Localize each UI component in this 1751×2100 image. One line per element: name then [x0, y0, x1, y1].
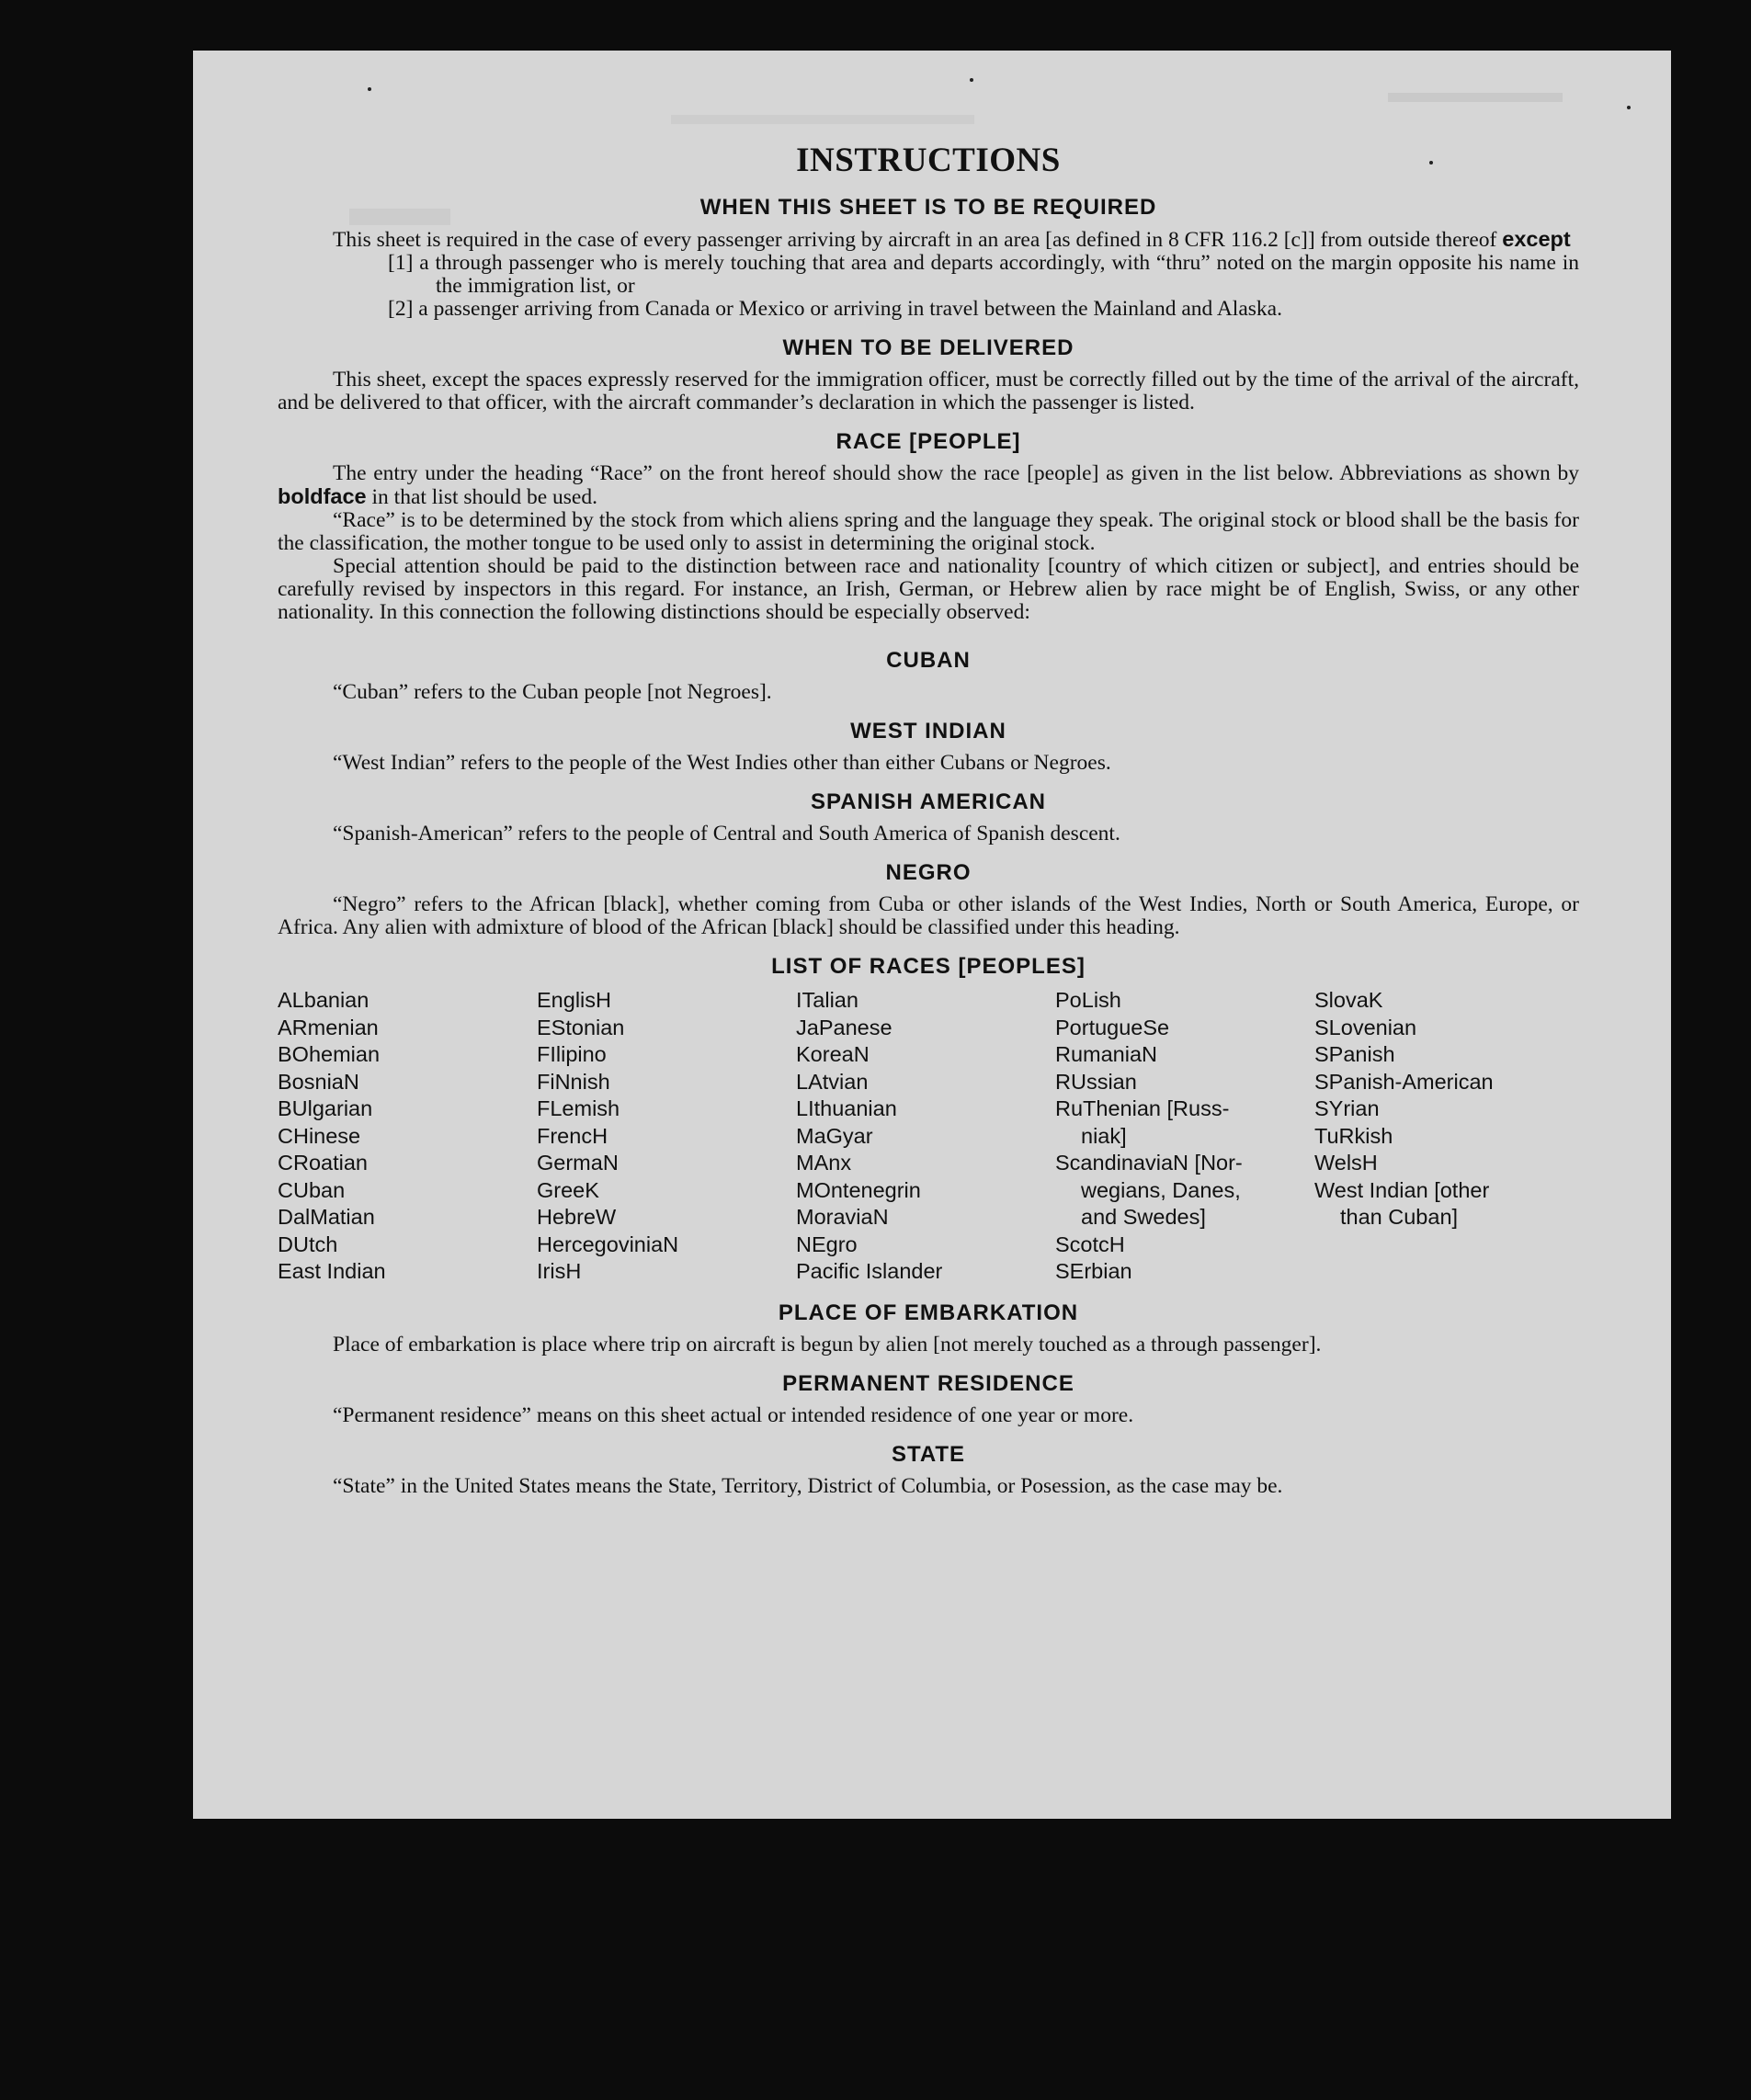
race-entry: SLovenian — [1314, 1015, 1417, 1039]
race-entry: Pacific Islander — [796, 1259, 943, 1283]
race-entry: HebreW — [537, 1205, 617, 1229]
section-heading-when-required: WHEN THIS SHEET IS TO BE REQUIRED — [699, 195, 1157, 220]
race-entry: WelsH — [1314, 1151, 1378, 1175]
bleed-through-mark — [349, 209, 450, 225]
races-column-5 — [1314, 987, 1574, 1286]
race-entry: MAnx — [796, 1151, 852, 1175]
race-entry: DalMatian — [278, 1205, 375, 1229]
race-entry: FiNnish — [537, 1069, 610, 1094]
section-heading-list-of-races: LIST OF RACES [PEOPLES] — [771, 954, 1086, 979]
race-entry: DUtch — [278, 1232, 338, 1256]
section-heading-race: RACE [PEOPLE] — [836, 429, 1021, 454]
race-entry: PortugueSe — [1055, 1015, 1170, 1039]
bleed-through-mark — [671, 115, 974, 124]
when-required-intro: This sheet is required in the case of every passenger arriving by aircraft in an area [as defined in 8 CFR 116.2 [c]] from outside thereof except — [333, 227, 1571, 252]
speck-mark — [368, 87, 371, 91]
section-heading-when-delivered: WHEN TO BE DELIVERED — [782, 335, 1074, 360]
races-column-1 — [278, 987, 537, 1286]
race-entry: BosniaN — [278, 1069, 359, 1094]
race-entry: RuThenian [Russ- — [1055, 1096, 1230, 1120]
race-entry: ITalian — [796, 988, 858, 1012]
race-entry: JaPanese — [796, 1015, 893, 1039]
section-heading-embarkation: PLACE OF EMBARKATION — [778, 1300, 1079, 1325]
except-bold: except — [1502, 227, 1571, 251]
races-column-3 — [796, 987, 1055, 1286]
section-heading-permanent-residence: PERMANENT RESIDENCE — [782, 1370, 1074, 1396]
when-delivered-text: This sheet, except the spaces expressly reserved for the immigration officer, must be correctly filled out by the time of the arrival of the aircraft, and be delivered to that officer, with the aircraft commander’s declaration in which the passenger is listed. — [278, 368, 1579, 414]
permanent-residence-text: “Permanent residence” means on this sheet actual or intended residence of one year or more. — [333, 1402, 1134, 1427]
race-entry: IrisH — [537, 1259, 582, 1283]
race-entry: CUban — [278, 1177, 346, 1202]
boldface-word: boldface — [278, 484, 367, 508]
race-entry: CRoatian — [278, 1151, 368, 1175]
race-entry: SlovaK — [1314, 988, 1383, 1012]
race-paragraph-1: The entry under the heading “Race” on the front hereof should show the race [people] as given in the list below. Abbreviations as shown by boldface in that list should be used. — [278, 461, 1579, 509]
speck-mark — [970, 78, 973, 82]
document-sheet — [193, 51, 1671, 1819]
race-entry: ARmenian — [278, 1015, 379, 1039]
race-entry: FIlipino — [537, 1042, 607, 1066]
cuban-text: “Cuban” refers to the Cuban people [not Negroes]. — [333, 680, 772, 704]
spanish-american-text: “Spanish-American” refers to the people of Central and South America of Spanish descent. — [333, 822, 1120, 846]
race-entry: TuRkish — [1314, 1123, 1393, 1148]
race-entry: EnglisH — [537, 988, 611, 1012]
race-entry: GermaN — [537, 1151, 619, 1175]
race-entry: FrencH — [537, 1123, 608, 1148]
state-text: “State” in the United States means the State, Territory, District of Columbia, or Posession, as the case may be. — [333, 1473, 1283, 1498]
embarkation-text: Place of embarkation is place where trip on aircraft is begun by alien [not merely touched as a through passenger]. — [333, 1332, 1322, 1356]
race-entry: BUlgarian — [278, 1096, 373, 1120]
race-paragraph-2: “Race” is to be determined by the stock from which aliens spring and the language they speak. The original stock or blood shall be the basis for the classification, the mother tongue to be used only to assist in determining the original stock. — [278, 508, 1579, 555]
race-entry: NEgro — [796, 1232, 858, 1256]
race-entry: SYrian — [1314, 1096, 1380, 1120]
races-list — [278, 987, 1579, 1286]
exception-item-1: [1] a through passenger who is merely touching that area and departs accordingly, with “thru” noted on the margin opposite his name in the immigration list, or — [388, 251, 1579, 298]
race-entry: CHinese — [278, 1123, 361, 1148]
speck-mark — [1627, 106, 1631, 109]
races-column-2 — [537, 987, 796, 1286]
race-entry: ScotcH — [1055, 1232, 1125, 1256]
race-entry: MoraviaN — [796, 1205, 889, 1229]
race-entry: MOntenegrin — [796, 1177, 921, 1202]
exception-item-2: [2] a passenger arriving from Canada or Mexico or arriving in travel between the Mainland and Alaska. — [388, 297, 1282, 321]
page-title: INSTRUCTIONS — [796, 142, 1061, 179]
race-entry: EStonian — [537, 1015, 625, 1039]
race-entry: RUssian — [1055, 1069, 1137, 1094]
bleed-through-mark — [1388, 93, 1563, 102]
race-entry-continued: and Swedes] — [1081, 1205, 1206, 1229]
race-entry: ALbanian — [278, 988, 370, 1012]
negro-text: “Negro” refers to the African [black], whether coming from Cuba or other islands of the West Indies, North or South America, Europe, or Africa. Any alien with admixture of blood of the African [black] should be classified under this heading. — [278, 892, 1579, 939]
race-entry: FLemish — [537, 1096, 620, 1120]
section-heading-state: STATE — [891, 1441, 966, 1467]
race-paragraph-3: Special attention should be paid to the distinction between race and nationality [country of which citizen or subject], and entries should be carefully revised by inspectors in this regard. For instance, an Irish, German, or Hebrew alien by race might be of English, Swiss, or any other nationality. In this connection the following distinctions should be especially observed: — [278, 554, 1579, 624]
race-entry-continued: wegians, Danes, — [1081, 1177, 1241, 1202]
race-entry: SPanish-American — [1314, 1069, 1494, 1094]
section-heading-west-indian: WEST INDIAN — [850, 719, 1006, 744]
race-entry: SErbian — [1055, 1259, 1132, 1283]
race-entry-continued: than Cuban] — [1340, 1205, 1459, 1229]
race-entry: MaGyar — [796, 1123, 873, 1148]
race-entry: ScandinaviaN [Nor- — [1055, 1151, 1243, 1175]
race-entry: KoreaN — [796, 1042, 870, 1066]
section-heading-spanish-american: SPANISH AMERICAN — [810, 789, 1046, 814]
race-entry: LIthuanian — [796, 1096, 897, 1120]
race-entry: RumaniaN — [1055, 1042, 1158, 1066]
speck-mark — [1429, 161, 1433, 165]
race-entry: BOhemian — [278, 1042, 381, 1066]
race-entry-continued: niak] — [1081, 1123, 1127, 1148]
race-entry: PoLish — [1055, 988, 1121, 1012]
race-entry: East Indian — [278, 1259, 386, 1283]
race-entry: LAtvian — [796, 1069, 869, 1094]
race-entry: West Indian [other — [1314, 1177, 1490, 1202]
races-column-4 — [1055, 987, 1314, 1286]
race-entry: GreeK — [537, 1177, 599, 1202]
race-entry: SPanish — [1314, 1042, 1395, 1066]
race-entry: HercegoviniaN — [537, 1232, 679, 1256]
section-heading-negro: NEGRO — [885, 860, 972, 885]
west-indian-text: “West Indian” refers to the people of the West Indies other than either Cubans or Negroes. — [333, 751, 1111, 775]
section-heading-cuban: CUBAN — [886, 648, 971, 673]
